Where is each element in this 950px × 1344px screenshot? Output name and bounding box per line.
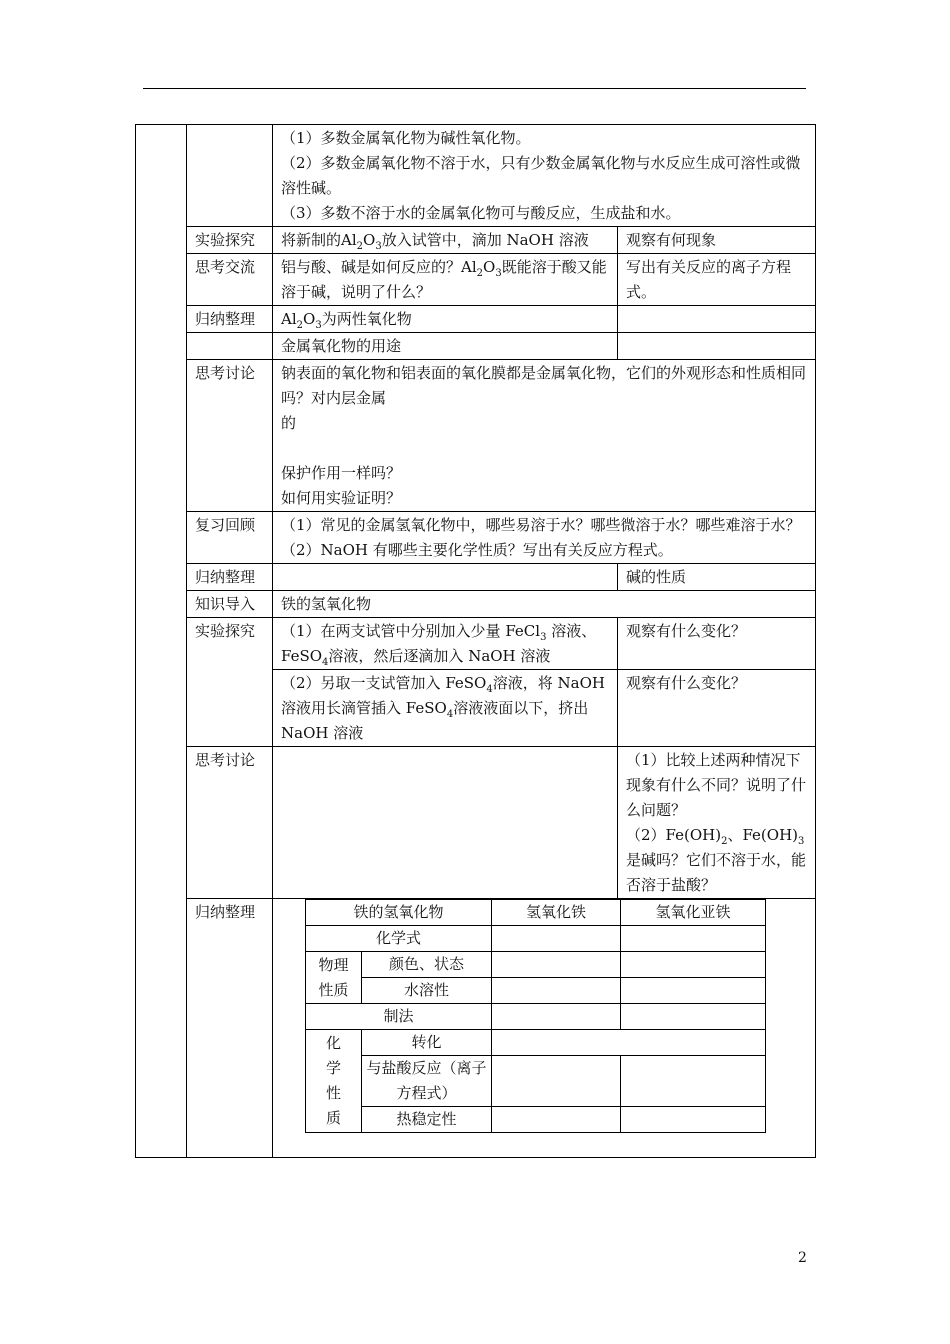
think1-note: 写出有关反应的离子方程式。 xyxy=(618,254,816,306)
disc2-n2-b: 、Fe(OH) xyxy=(727,826,799,844)
exp2a-part-3: 溶液，然后逐滴加入 NaOH 溶液 xyxy=(328,647,551,665)
exp1-formula: $Al_2O_3$ xyxy=(341,231,382,252)
uses-label xyxy=(187,333,273,360)
header-rule xyxy=(143,88,806,89)
iron-h1: 氢氧化铁 xyxy=(492,900,621,926)
disc1-line-4: 如何用实验证明？ xyxy=(281,489,402,507)
disc1-spacer xyxy=(281,436,809,461)
think1-formula: $Al_2O_3$ xyxy=(461,258,502,279)
page-number: 2 xyxy=(798,1250,807,1266)
intro-text xyxy=(273,125,816,227)
iron-chem-label xyxy=(306,1030,362,1133)
iron-h0: 铁的氢氧化物 xyxy=(306,900,492,926)
exp1-text-b: 放入试管中，滴加 NaOH 溶液 xyxy=(381,231,589,249)
exp2b-sub-1: 4 xyxy=(486,684,493,695)
disc1-label: 思考讨论 xyxy=(187,360,273,512)
uses-text: 金属氧化物的用途 xyxy=(273,333,618,360)
iron-color-c1 xyxy=(492,952,621,978)
disc1-line-1: 钠表面的氧化物和铝表面的氧化膜都是金属氧化物，它们的外观形态和性质相同吗？对内层金属 xyxy=(281,364,807,407)
intro2-label: 知识导入 xyxy=(187,591,273,618)
disc2-text xyxy=(273,747,618,899)
exp1-label: 实验探究 xyxy=(187,227,273,254)
iron-chem-4: 质 xyxy=(325,1109,341,1127)
iron-prep-c2 xyxy=(621,1004,766,1030)
exp2b-part-2: 溶液，将 NaOH 溶液用长滴管插入 FeSO xyxy=(281,674,605,717)
iron-thermal-c1 xyxy=(492,1107,621,1133)
think1-text xyxy=(273,254,618,306)
row-intro xyxy=(136,125,816,227)
row-summary-1 xyxy=(136,306,816,333)
row-think-1 xyxy=(136,254,816,306)
sum1-note xyxy=(618,306,816,333)
iron-hydroxide-table xyxy=(305,899,766,1133)
row-experiment-2a xyxy=(136,618,816,670)
exp2b-sub-2: 4 xyxy=(446,709,454,720)
lesson-table xyxy=(135,124,816,1158)
sum1-formula: $Al_2O_3$ xyxy=(281,310,322,331)
iron-prep-c1 xyxy=(492,1004,621,1030)
iron-thermal-label: 热稳定性 xyxy=(362,1107,492,1133)
iron-formula-c2 xyxy=(621,926,766,952)
sum3-content xyxy=(273,899,816,1158)
iron-table-header xyxy=(306,900,766,926)
iron-acid-c1 xyxy=(492,1056,621,1107)
exp1-note: 观察有何现象 xyxy=(618,227,816,254)
row-discussion-1 xyxy=(136,360,816,512)
disc2-note-1: （1）比较上述两种情况下现象有什么不同？说明了什么问题？ xyxy=(626,751,807,819)
row-discussion-2 xyxy=(136,747,816,899)
exp1-text-a: 将新制的 xyxy=(281,231,342,249)
disc1-text xyxy=(273,360,816,512)
iron-solubility-c1 xyxy=(492,978,621,1004)
iron-phys-2: 性质 xyxy=(318,980,349,999)
sum3-label: 归纳整理 xyxy=(187,899,273,1158)
review-label: 复习回顾 xyxy=(187,512,273,564)
row-summary-2 xyxy=(136,564,816,591)
sum1-text xyxy=(273,306,618,333)
iron-color-label: 颜色、状态 xyxy=(362,952,492,978)
iron-formula-c1 xyxy=(492,926,621,952)
row-knowledge-intro xyxy=(136,591,816,618)
iron-chem-2: 学 xyxy=(325,1059,341,1077)
review-line-2: （2）NaOH 有哪些主要化学性质？写出有关反应方程式。 xyxy=(281,541,673,559)
iron-convert-c xyxy=(492,1030,766,1056)
iron-row-convert xyxy=(306,1030,766,1056)
iron-chem-1: 化 xyxy=(325,1034,341,1052)
think1-label: 思考交流 xyxy=(187,254,273,306)
exp2a-text xyxy=(273,618,618,670)
sum1-label: 归纳整理 xyxy=(187,306,273,333)
intro-line-3: （3）多数不溶于水的金属氧化物可与酸反应，生成盐和水。 xyxy=(281,204,681,222)
iron-thermal-c2 xyxy=(621,1107,766,1133)
disc2-note xyxy=(618,747,816,899)
disc2-n2-sub1: 2 xyxy=(721,836,728,847)
intro-line-2: （2）多数金属氧化物不溶于水，只有少数金属氧化物与水反应生成可溶性或微溶性碱。 xyxy=(281,154,801,197)
disc1-line-3: 保护作用一样吗？ xyxy=(281,464,402,482)
sum1-text-span: 为两性氧化物 xyxy=(321,310,412,328)
disc2-n2-sub2: 3 xyxy=(798,836,805,847)
exp2b-text xyxy=(273,670,618,747)
disc2-n2-a: （2）Fe(OH) xyxy=(626,826,722,844)
exp2b-part-1: （2）另取一支试管加入 FeSO xyxy=(281,674,487,692)
iron-prep-label: 制法 xyxy=(306,1004,492,1030)
intro-label xyxy=(187,125,273,227)
iron-acid-label: 与盐酸反应（离子方程式） xyxy=(362,1056,492,1107)
exp2a-part-1: （1）在两支试管中分别加入少量 FeCl xyxy=(281,622,541,640)
iron-row-color xyxy=(306,952,766,978)
disc2-n2-c: 是碱吗？它们不溶于水，能否溶于盐酸？ xyxy=(626,851,807,894)
exp2a-sub-2: 4 xyxy=(322,657,329,668)
exp2a-part-2: 溶液、FeSO xyxy=(281,622,597,665)
sum2-label: 归纳整理 xyxy=(187,564,273,591)
iron-h2: 氢氧化亚铁 xyxy=(621,900,766,926)
iron-phys-label xyxy=(306,952,362,1004)
intro-line-1: （1）多数金属氧化物为碱性氧化物。 xyxy=(281,129,531,147)
intro2-text: 铁的氢氧化物 xyxy=(273,591,816,618)
iron-row-acid xyxy=(306,1056,766,1107)
iron-solubility-label: 水溶性 xyxy=(362,978,492,1004)
exp2a-note: 观察有什么变化？ xyxy=(618,618,816,670)
disc2-label: 思考讨论 xyxy=(187,747,273,899)
iron-row-thermal xyxy=(306,1107,766,1133)
iron-solubility-c2 xyxy=(621,978,766,1004)
think1-text-b: 既能溶于酸又能溶于碱，说明了什么？ xyxy=(281,258,607,301)
exp2b-note: 观察有什么变化？ xyxy=(618,670,816,747)
row-uses xyxy=(136,333,816,360)
exp2b-part-3: 溶液液面以下，挤出 NaOH 溶液 xyxy=(281,699,589,742)
iron-convert-label: 转化 xyxy=(362,1030,492,1056)
iron-formula-label: 化学式 xyxy=(306,926,492,952)
disc2-note-2 xyxy=(626,823,809,898)
iron-row-formula xyxy=(306,926,766,952)
review-line-1: （1）常见的金属氢氧化物中，哪些易溶于水？哪些微溶于水？哪些难溶于水？ xyxy=(281,516,801,534)
sum2-text xyxy=(273,564,618,591)
exp1-text xyxy=(273,227,618,254)
iron-color-c2 xyxy=(621,952,766,978)
iron-row-solubility xyxy=(306,978,766,1004)
iron-phys-1: 物理 xyxy=(318,955,349,974)
exp2-label: 实验探究 xyxy=(187,618,273,747)
iron-chem-3: 性 xyxy=(325,1084,341,1102)
think1-text-a: 铝与酸、碱是如何反应的？ xyxy=(281,258,462,276)
review-text xyxy=(273,512,816,564)
row-summary-3 xyxy=(136,899,816,1158)
row-review xyxy=(136,512,816,564)
blank-left-column xyxy=(136,125,187,1158)
uses-note xyxy=(618,333,816,360)
exp2a-sub-1: 3 xyxy=(540,632,547,643)
iron-row-prep xyxy=(306,1004,766,1030)
iron-acid-c2 xyxy=(621,1056,766,1107)
row-experiment-1 xyxy=(136,227,816,254)
disc1-line-2: 的 xyxy=(281,414,297,432)
sum2-note: 碱的性质 xyxy=(618,564,816,591)
